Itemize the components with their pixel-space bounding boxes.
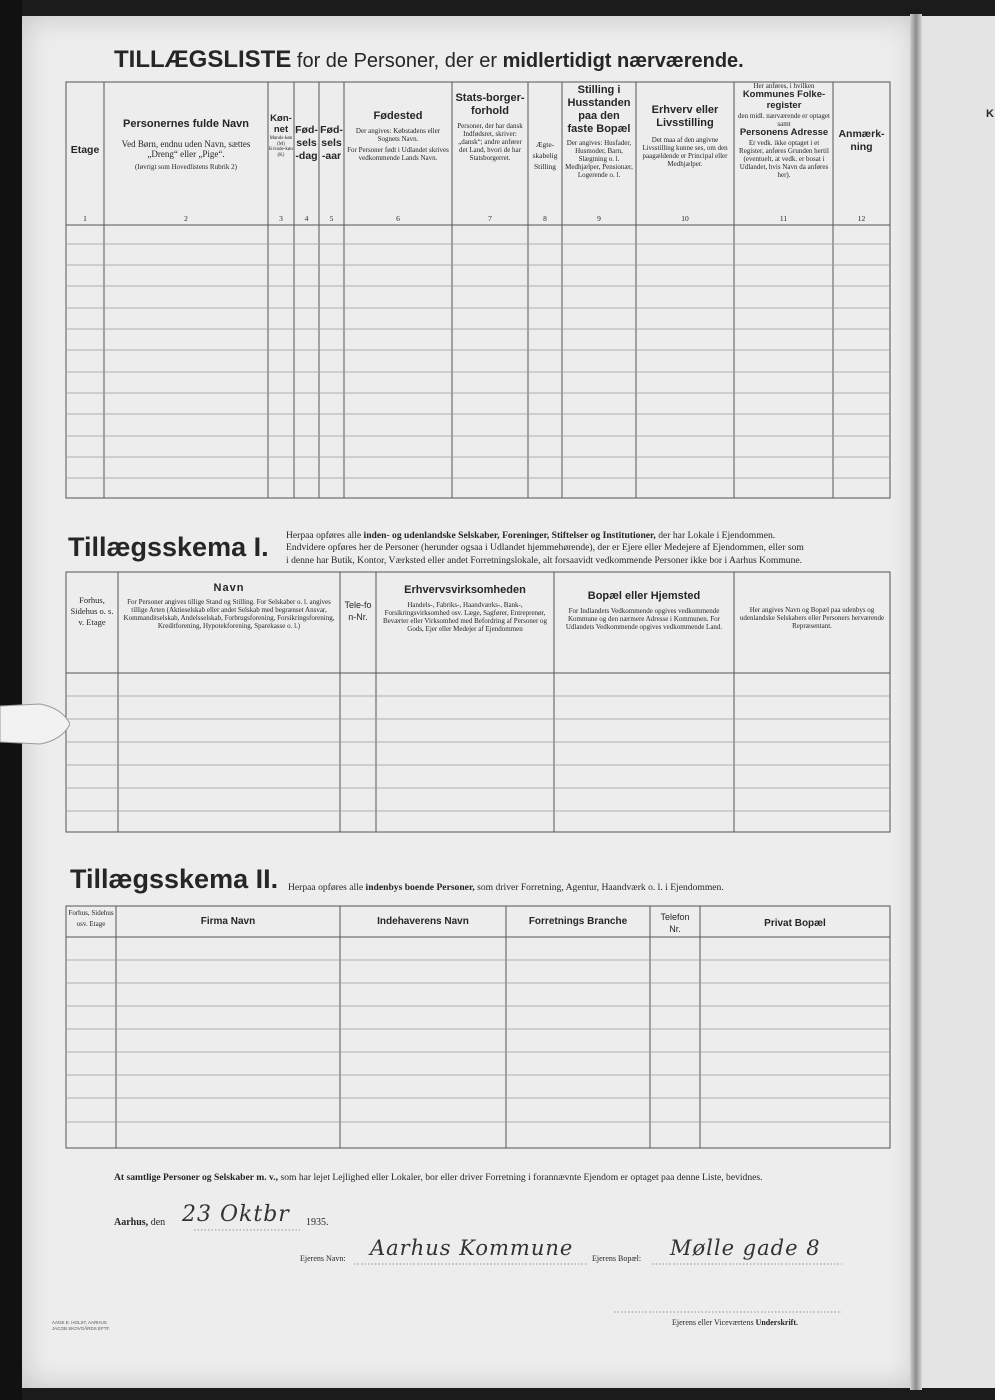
t1-colnum: 6 [396, 214, 400, 223]
t1-col-koen: Køn-net Mands-køn (M) Kvinde-køn (K) [269, 113, 293, 159]
date-handwritten: 23 Oktbr [182, 1202, 290, 1227]
owner-name-handwritten: Aarhus Kommune [370, 1236, 574, 1260]
s1-col-etage: Forhus, Sidehus o. s. v. Etage [70, 595, 114, 627]
t1-col-navn: Personernes fulde Navn Ved Børn, endnu uden Navn, sættes „Dreng“ eller „Pige“. (Iøvrigt som Hovedlistens Rubrik 2) [121, 118, 251, 171]
s1-col-navn: Navn For Personer angives tillige Stand og Stilling. For Selskaber o. l. angives tillige Arten (Aktieselskab eller andet Selskab med begrænset Ansvar, Kommanditselskab, Andelsselskab, Forbrugsforening, Forsikringsforening, Kreditforening, Hypotekforening, Sparekasse o. l.) [123, 582, 335, 631]
owner-name-label: Ejerens Navn: [300, 1254, 346, 1263]
main-title-bold-end: midlertidigt nærværende. [502, 50, 744, 72]
s2-col-indehaver: Indehaverens Navn [377, 916, 469, 927]
t1-col-folkeregister: Her anføres, i hvilken Kommunes Folke-register den midl. nærværende er optaget samt Personens Adresse Er vedk. ikke optaget i et Register, anføres Grunden hertil (eventuelt, at vedk. er bosat i Udlandet, hvis Navn da anføres her). [738, 82, 830, 180]
owner-address-handwritten: Mølle gade 8 [670, 1236, 821, 1260]
footer-place: Aarhus, den [114, 1217, 166, 1228]
t1-col-aegteskab: Ægte-skabelig Stilling [532, 140, 558, 171]
schema2-title: Tillægsskema II. [70, 864, 279, 894]
schema2-description: Herpaa opføres alle indenbys boende Personer, som driver Forretning, Agentur, Haandværk o. l. i Ejendommen. [288, 882, 724, 893]
t1-colnum: 8 [543, 214, 547, 223]
t1-colnum: 9 [597, 214, 601, 223]
schema1-title: Tillægsskema I. [68, 532, 269, 562]
t1-colnum: 7 [488, 214, 492, 223]
t1-col-statsborger: Stats-borger-forhold Personer, der har dansk Indfødsret, skriver: „dansk“; andre anfører det Land, hvori de har Statsborgerret. [455, 92, 525, 163]
s1-col-bopael: Bopæl eller Hjemsted For Indlandets Vedkommende opgives vedkommende Kommune og den nærmere Adresse i Kommunen. For Udlandets Vedkommende opgives vedkommende Land. [565, 590, 723, 632]
t1-col-foedselsdag: Fød-sels-dag [295, 124, 318, 162]
main-title-bold: TILLÆGSLISTE [114, 46, 292, 73]
schema1-description: Herpaa opføres alle inden- og udenlandske Selskaber, Foreninger, Stiftelser og Institutioner, der har Lokale i Ejendommen. Endvidere opføres her de Personer (herunder ogsaa i Udlandet hjemmehørende), der er Ejere eller Medejere af Ejendommen, eller som i denne har Butik, Kontor, Værksted eller andet Forretningslokale, alt forsaavidt vedkommende Personer ikke bor i Aarhus Kommune. [286, 530, 804, 566]
binder-clip [0, 700, 70, 748]
printer-imprint: AAGE E. HOLST, AARHUS JACOB SKOVGÅRDS EFTF. [52, 1320, 111, 1331]
s2-col-etage: Forhus, Sidehus osv. Etage [68, 909, 114, 928]
t1-col-foedselsaar: Fød-sels-aar [320, 124, 343, 162]
form-page [22, 16, 917, 1388]
t1-col-husstand: Stilling i Husstanden paa den faste Bopæl Der angives: Husfader, Husmoder, Barn, Slægtning o. l. Medhjælper, Pensionær, Logerende o. l. [565, 84, 633, 179]
s1-col-erhverv: Erhvervsvirksomheden Handels-, Fabriks-, Haandværks-, Bank-, Forsikringsvirksomhed osv. Læge, Sagfører, Entreprenør, Beværter eller Virksomhed med Befordring af Personer og Gods, Ejer eller Medejer af Ejendommen [382, 584, 548, 634]
t1-colnum: 5 [329, 214, 334, 223]
footer-statement: At samtlige Personer og Selskaber m. v., som har lejet Lejlighed eller Lokaler, bor eller driver Forretning i forannævnte Ejendom er optaget paa denne Liste, bevidnes. [114, 1172, 763, 1183]
t1-colnum: 3 [279, 214, 283, 223]
s1-col-repraesentant: Her angives Navn og Bopæl paa udenbys og udenlandske Selskabers eller Personers herværende Repræsentant. [739, 606, 885, 631]
t1-col-foedested: Fødested Der angives: Købstadens eller Sognets Navn. For Personer født i Udlandet skrives vedkommende Lands Navn. [347, 110, 449, 163]
t1-colnum: 11 [779, 214, 788, 223]
s2-col-telefon: Telefon Nr. [660, 912, 690, 934]
t1-colnum: 10 [681, 214, 689, 223]
t1-colnum: 2 [184, 214, 188, 223]
t1-colnum: 4 [304, 214, 309, 223]
t1-colnum: 12 [857, 214, 866, 223]
owner-address-label: Ejerens Bopæl: [592, 1254, 642, 1263]
main-title-normal: for de Personer, der er [296, 50, 497, 72]
right-page-edge [922, 16, 995, 1388]
s2-col-branche: Forretnings Branche [528, 916, 628, 927]
book-spine [910, 14, 922, 1390]
t1-colnum: 1 [83, 214, 87, 223]
s2-col-firma: Firma Navn [200, 916, 256, 927]
s1-col-telefon: Tele-fon-Nr. [344, 600, 372, 622]
t1-col-anmaerkning: Anmærk-ning [838, 128, 885, 153]
signature-label: Ejerens eller Viceværtens Underskrift. [672, 1318, 799, 1327]
right-page-fragment: K [986, 108, 994, 120]
t1-col-erhverv: Erhverv eller Livsstilling Det maa af den angivne Livsstilling kunne ses, om den paagældende er Principal eller Medhjælper. [642, 104, 728, 168]
main-title [114, 46, 744, 74]
footer-year: 1935. [306, 1217, 329, 1228]
t1-col-etage: Etage [70, 144, 100, 156]
s2-col-bopael: Privat Bopæl [764, 918, 826, 929]
